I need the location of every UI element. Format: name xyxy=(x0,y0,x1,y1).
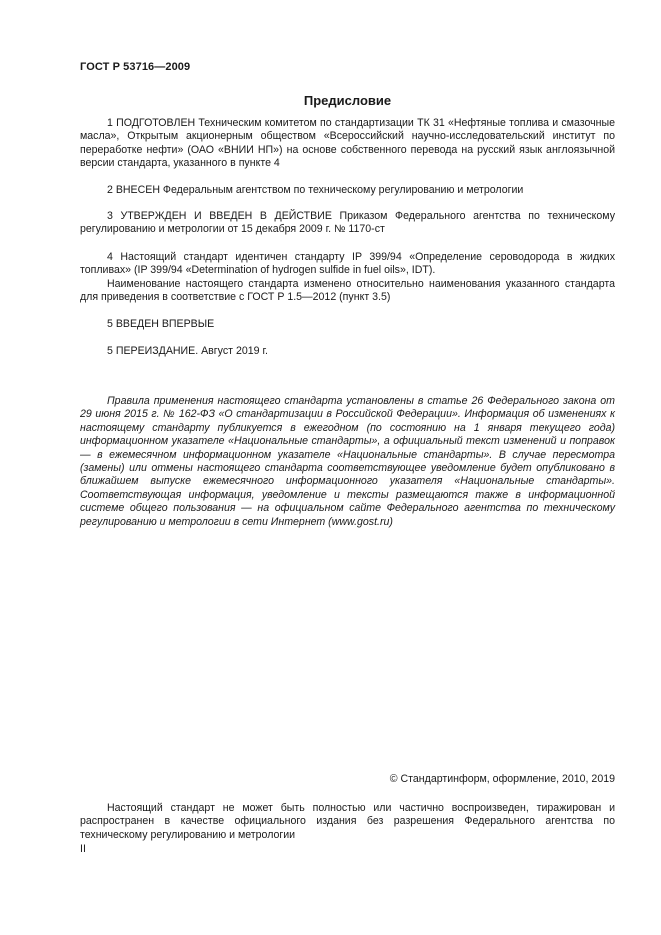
preface-item-3: 3 УТВЕРЖДЕН И ВВЕДЕН В ДЕЙСТВИЕ Приказом Федерального агентства по техническому регулированию и метрологии от 15 декабря 2009 г. № 1170-ст xyxy=(80,210,615,236)
standard-number: ГОСТ Р 53716—2009 xyxy=(80,61,191,73)
preface-item-4-note: Наименование настоящего стандарта изменено относительно наименования указанного стандарта для приведения в соответствие с ГОСТ Р 1.5—2012 (пункт 3.5) xyxy=(80,278,615,304)
preface-item-4: 4 Настоящий стандарт идентичен стандарту IP 399/94 «Определение сероводорода в жидких топливах» (IP 399/94 «Determination of hydrogen sulfide in fuel oils», IDT). xyxy=(80,251,615,277)
copyright-line: © Стандартинформ, оформление, 2010, 2019 xyxy=(389,773,615,785)
page-number: II xyxy=(80,843,86,855)
reproduction-notice: Настоящий стандарт не может быть полностью или частично воспроизведен, тиражирован и распространен в качестве официального издания без разрешения Федерального агентства по техническому регулированию и метрологии xyxy=(80,802,615,841)
preface-item-2: 2 ВНЕСЕН Федеральным агентством по техническому регулированию и метрологии xyxy=(107,184,524,196)
preface-item-5-introduced: 5 ВВЕДЕН ВПЕРВЫЕ xyxy=(107,318,215,330)
page-title: Предисловие xyxy=(303,93,392,108)
application-rules-notice: Правила применения настоящего стандарта установлены в статье 26 Федерального закона от 29 июня 2015 г. № 162-ФЗ «О стандартизации в Российской Федерации». Информация об изменениях к настоящему стандарту публикуется в ежегодном (по состоянию на 1 января текущего года) информационном указателе «Национальные стандарты», а официальный текст изменений и поправок — в ежемесячном информационном указателе «Национальные стандарты». В случае пересмотра (замены) или отмены настоящего стандарта соответствующее уведомление будет опубликовано в ближайшем выпуске ежемесячного информационного указателя «Национальные стандарты». Соответствующая информация, уведомление и тексты размещаются также в информационной системе общего пользования — на официальном сайте Федерального агентства по техническому регулированию и метрологии в сети Интернет (www.gost.ru) xyxy=(80,395,615,528)
preface-item-1: 1 ПОДГОТОВЛЕН Техническим комитетом по стандартизации ТК 31 «Нефтяные топлива и смазочные масла», Открытым акционерным обществом «Всероссийский научно-исследовательский институт по переработке нефти» (ОАО «ВНИИ НП») на основе собственного перевода на русский язык англоязычной версии стандарта, указанного в пункте 4 xyxy=(80,117,615,170)
preface-item-5-reissue: 5 ПЕРЕИЗДАНИЕ. Август 2019 г. xyxy=(107,345,268,357)
